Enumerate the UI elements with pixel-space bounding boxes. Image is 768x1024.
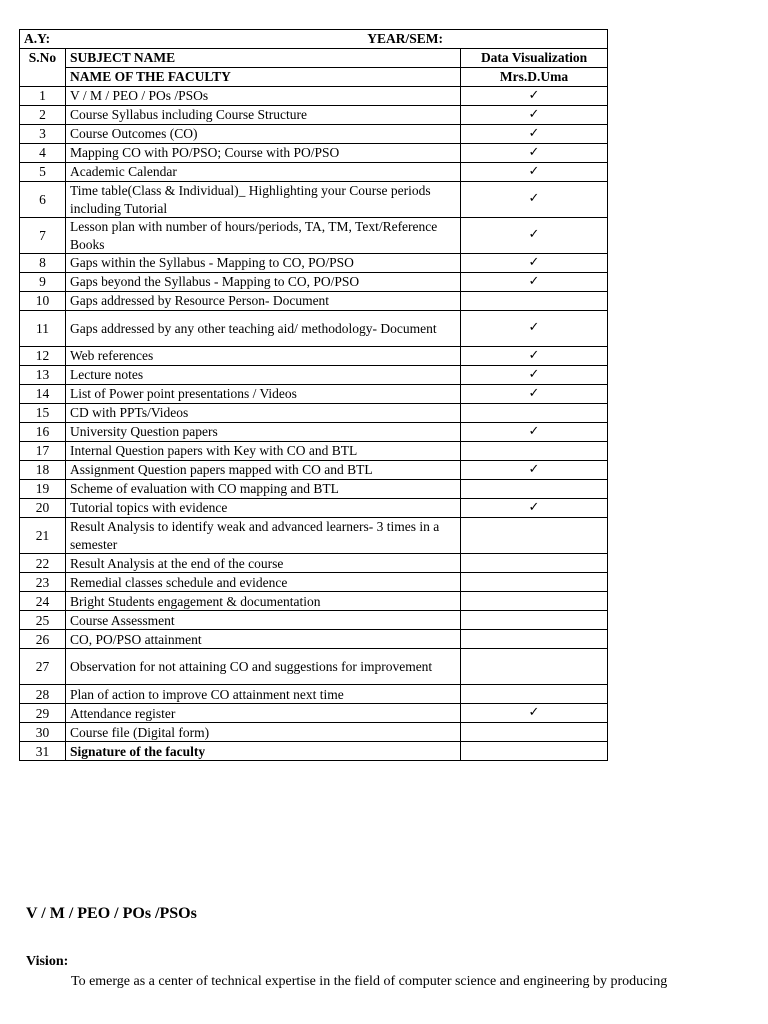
row-item-text: Attendance register: [66, 704, 461, 723]
row-item-text: V / M / PEO / POs /PSOs: [66, 87, 461, 106]
checkmark-icon: ✓: [461, 704, 608, 723]
row-item-text: Bright Students engagement & documentation: [66, 592, 461, 611]
row-number: 13: [20, 366, 66, 385]
checkmark-icon: ✓: [461, 254, 608, 273]
row-number: 17: [20, 442, 66, 461]
row-item-text: Result Analysis to identify weak and advanced learners- 3 times in a semester: [66, 518, 461, 554]
empty-check-cell: [461, 554, 608, 573]
checklist-row: [20, 106, 608, 125]
row-item-text: Time table(Class & Individual)_ Highlighting your Course periods including Tutorial: [66, 182, 461, 218]
row-number: 12: [20, 347, 66, 366]
row-item-text: Academic Calendar: [66, 163, 461, 182]
subject-name-row: [20, 49, 608, 68]
empty-check-cell: [461, 592, 608, 611]
academic-year-label: A.Y:: [24, 31, 51, 47]
empty-check-cell: [461, 480, 608, 499]
course-file-checklist-table: [19, 29, 608, 761]
empty-check-cell: [461, 292, 608, 311]
row-number: 21: [20, 518, 66, 554]
faculty-name-row: [20, 68, 608, 87]
sno-header: S.No: [20, 49, 66, 87]
checklist-row: [20, 742, 608, 761]
row-number: 24: [20, 592, 66, 611]
checklist-row: [20, 611, 608, 630]
checklist-row: [20, 518, 608, 554]
row-item-text: Gaps addressed by Resource Person- Document: [66, 292, 461, 311]
row-number: 27: [20, 649, 66, 685]
vision-text: To emerge as a center of technical expertise in the field of computer science and engineering by producing: [71, 974, 668, 989]
row-item-text: Observation for not attaining CO and suggestions for improvement: [66, 649, 461, 685]
row-item-text: Internal Question papers with Key with CO and BTL: [66, 442, 461, 461]
row-number: 9: [20, 273, 66, 292]
row-number: 15: [20, 404, 66, 423]
academic-year-row: [20, 30, 608, 49]
row-item-text: Scheme of evaluation with CO mapping and BTL: [66, 480, 461, 499]
row-item-text: List of Power point presentations / Videos: [66, 385, 461, 404]
row-number: 5: [20, 163, 66, 182]
row-item-text: Gaps within the Syllabus - Mapping to CO, PO/PSO: [66, 254, 461, 273]
row-number: 31: [20, 742, 66, 761]
row-number: 22: [20, 554, 66, 573]
row-number: 29: [20, 704, 66, 723]
row-item-text: Assignment Question papers mapped with CO and BTL: [66, 461, 461, 480]
row-number: 6: [20, 182, 66, 218]
row-item-text: Lesson plan with number of hours/periods, TA, TM, Text/Reference Books: [66, 218, 461, 254]
row-number: 30: [20, 723, 66, 742]
empty-check-cell: [461, 611, 608, 630]
row-item-text: Lecture notes: [66, 366, 461, 385]
checkmark-icon: ✓: [461, 311, 608, 347]
vision-label: Vision:: [26, 954, 69, 969]
row-number: 7: [20, 218, 66, 254]
row-item-text: University Question papers: [66, 423, 461, 442]
checklist-row: [20, 385, 608, 404]
row-item-text: Signature of the faculty: [66, 742, 461, 761]
row-item-text: Gaps addressed by any other teaching aid/ methodology- Document: [66, 311, 461, 347]
empty-check-cell: [461, 742, 608, 761]
row-number: 19: [20, 480, 66, 499]
checklist-row: [20, 292, 608, 311]
checkmark-icon: ✓: [461, 423, 608, 442]
checklist-row: [20, 273, 608, 292]
empty-check-cell: [461, 723, 608, 742]
empty-check-cell: [461, 404, 608, 423]
checkmark-icon: ✓: [461, 366, 608, 385]
checkmark-icon: ✓: [461, 347, 608, 366]
checklist-row: [20, 366, 608, 385]
row-number: 2: [20, 106, 66, 125]
checkmark-icon: ✓: [461, 87, 608, 106]
row-item-text: Course Outcomes (CO): [66, 125, 461, 144]
row-item-text: Web references: [66, 347, 461, 366]
checklist-row: [20, 461, 608, 480]
row-item-text: Course file (Digital form): [66, 723, 461, 742]
faculty-name-value: Mrs.D.Uma: [461, 68, 608, 87]
checklist-row: [20, 480, 608, 499]
row-number: 1: [20, 87, 66, 106]
checkmark-icon: ✓: [461, 182, 608, 218]
checkmark-icon: ✓: [461, 125, 608, 144]
checkmark-icon: ✓: [461, 273, 608, 292]
checkmark-icon: ✓: [461, 218, 608, 254]
row-number: 8: [20, 254, 66, 273]
row-number: 28: [20, 685, 66, 704]
row-number: 14: [20, 385, 66, 404]
row-number: 18: [20, 461, 66, 480]
row-item-text: Course Assessment: [66, 611, 461, 630]
checkmark-icon: ✓: [461, 144, 608, 163]
checkmark-icon: ✓: [461, 163, 608, 182]
checklist-row: [20, 311, 608, 347]
row-number: 23: [20, 573, 66, 592]
empty-check-cell: [461, 649, 608, 685]
row-number: 4: [20, 144, 66, 163]
row-item-text: CD with PPTs/Videos: [66, 404, 461, 423]
checklist-row: [20, 423, 608, 442]
checkmark-icon: ✓: [461, 385, 608, 404]
checklist-row: [20, 649, 608, 685]
checklist-row: [20, 125, 608, 144]
row-number: 25: [20, 611, 66, 630]
checklist-row: [20, 630, 608, 649]
checklist-row: [20, 218, 608, 254]
row-number: 26: [20, 630, 66, 649]
row-number: 16: [20, 423, 66, 442]
checklist-row: [20, 554, 608, 573]
checklist-row: [20, 723, 608, 742]
empty-check-cell: [461, 685, 608, 704]
checklist-row: [20, 163, 608, 182]
faculty-name-label: NAME OF THE FACULTY: [66, 68, 461, 87]
year-sem-label: YEAR/SEM:: [367, 31, 444, 47]
row-number: 20: [20, 499, 66, 518]
row-item-text: Mapping CO with PO/PSO; Course with PO/PSO: [66, 144, 461, 163]
section-heading: V / M / PEO / POs /PSOs: [26, 905, 197, 922]
row-item-text: Course Syllabus including Course Structure: [66, 106, 461, 125]
row-item-text: CO, PO/PSO attainment: [66, 630, 461, 649]
checklist-row: [20, 182, 608, 218]
row-number: 11: [20, 311, 66, 347]
row-item-text: Plan of action to improve CO attainment next time: [66, 685, 461, 704]
checklist-row: [20, 592, 608, 611]
checklist-row: [20, 573, 608, 592]
subject-name-value: Data Visualization: [461, 49, 608, 68]
empty-check-cell: [461, 630, 608, 649]
checkmark-icon: ✓: [461, 106, 608, 125]
row-item-text: Tutorial topics with evidence: [66, 499, 461, 518]
checklist-row: [20, 347, 608, 366]
empty-check-cell: [461, 442, 608, 461]
checklist-row: [20, 404, 608, 423]
subject-name-label: SUBJECT NAME: [66, 49, 461, 68]
row-item-text: Gaps beyond the Syllabus - Mapping to CO, PO/PSO: [66, 273, 461, 292]
checklist-row: [20, 144, 608, 163]
checklist-row: [20, 704, 608, 723]
empty-check-cell: [461, 573, 608, 592]
checkmark-icon: ✓: [461, 461, 608, 480]
checklist-row: [20, 685, 608, 704]
checklist-row: [20, 442, 608, 461]
checklist-row: [20, 499, 608, 518]
checklist-row: [20, 87, 608, 106]
row-number: 3: [20, 125, 66, 144]
checklist-row: [20, 254, 608, 273]
empty-check-cell: [461, 518, 608, 554]
row-item-text: Remedial classes schedule and evidence: [66, 573, 461, 592]
row-item-text: Result Analysis at the end of the course: [66, 554, 461, 573]
checkmark-icon: ✓: [461, 499, 608, 518]
row-number: 10: [20, 292, 66, 311]
